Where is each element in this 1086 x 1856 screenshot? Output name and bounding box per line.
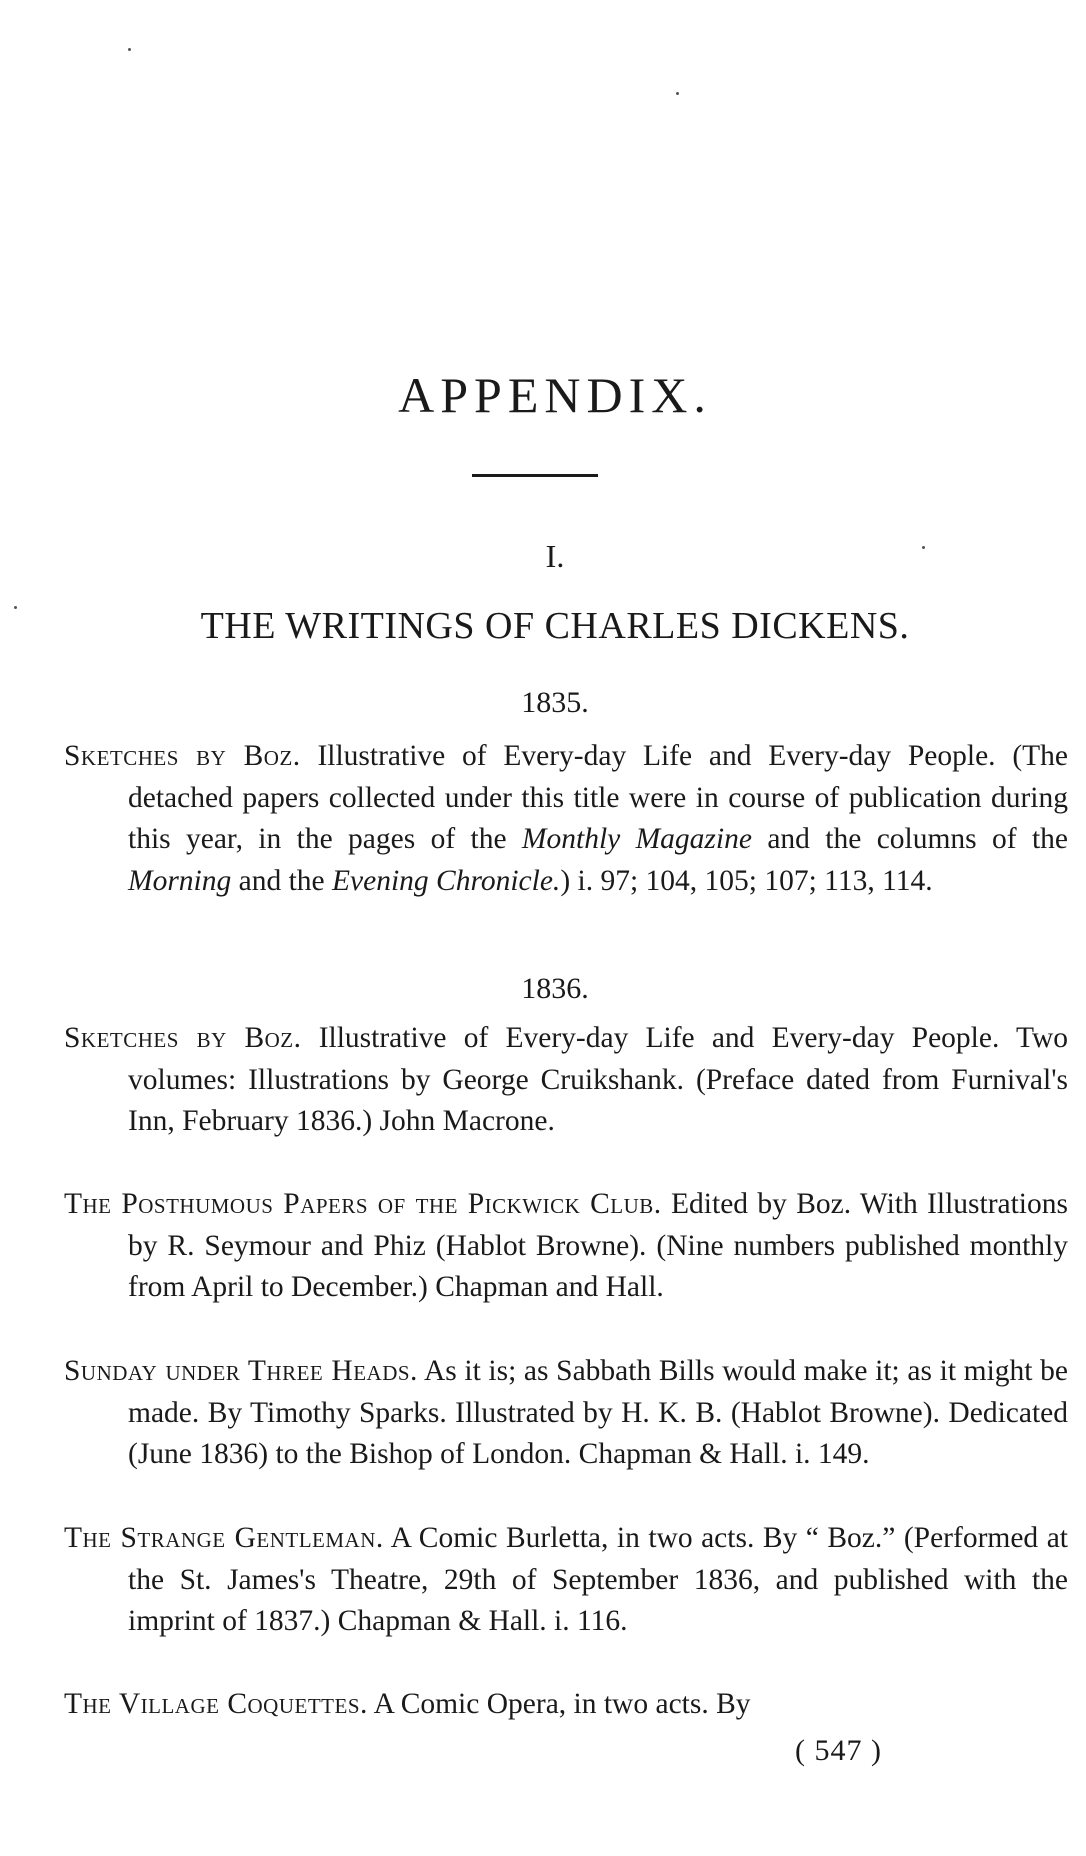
entry-italic: Evening Chronicle. [332,864,561,897]
entry-text: ) i. 97; 104, 105; 107; 113, 114. [560,864,933,897]
bibliography-entry [64,1518,1068,1643]
entry-heading: The Village Coquettes. [64,1688,368,1720]
section-title: THE WRITINGS OF CHARLES DICKENS. [200,605,910,647]
paper-speck [128,48,131,51]
bibliography-entry [64,1018,1068,1143]
title-rule [472,474,598,477]
year-heading-1835: 1835. [521,686,589,719]
section-numeral: I. [545,538,565,574]
bibliography-entry [64,1684,1068,1726]
entry-text: A Comic Burletta, in two acts. By “ Boz.” (Performed at the St. James's Theatre, 29th of September 1836, and published with the imprint of 1837.) Chapman & Hall. i. 116. [128,1522,1068,1637]
entry-text: Edited by Boz. With Illustrations by R. Seymour and Phiz (Hablot Browne). (Nine numbers published monthly from April to December.) Chapman and Hall. [128,1188,1068,1303]
entry-text: A Comic Opera, in two acts. By [367,1688,751,1720]
entry-italic: Monthly Magazine [521,823,752,855]
entry-heading: Sunday under Three Heads. [64,1355,418,1387]
entry-heading: Sketches by Boz. [64,740,301,772]
paper-speck [676,92,679,95]
appendix-title: APPENDIX. [398,367,712,423]
bibliography-entry [64,736,1068,902]
entry-text: As it is; as Sabbath Bills would make it; as it might be made. By Timothy Sparks. Illustrated by H. K. B. (Hablot Browne). Dedicated (June 1836) to the Bishop of London. Chapman & Hall. i. 149. [128,1355,1068,1470]
bibliography-entry [64,1351,1068,1476]
year-heading-1836: 1836. [521,972,589,1005]
entry-text: and the [231,864,333,897]
page-number: ( 547 ) [795,1734,882,1767]
entry-text: Illustrative of Every-day Life and Every-day People. (The detached papers collected under this title were in course of publication during this year, in the pages of the [128,740,1069,855]
entry-italic: Morning [128,864,232,897]
paper-speck [14,606,17,609]
entry-text: Illustrative of Every-day Life and Every-day People. Two volumes: Illustrations by George Cruikshank. (Preface dated from Furnival's Inn, February 1836.) John Macrone. [128,1022,1069,1137]
entry-heading: The Posthumous Papers of the Pickwick Club. [64,1188,662,1220]
entry-heading: Sketches by Boz. [64,1022,302,1054]
entry-text: and the columns of the [751,823,1069,855]
entry-heading: The Strange Gentleman. [64,1522,384,1554]
paper-speck [922,546,925,549]
bibliography-entry [64,1184,1068,1309]
